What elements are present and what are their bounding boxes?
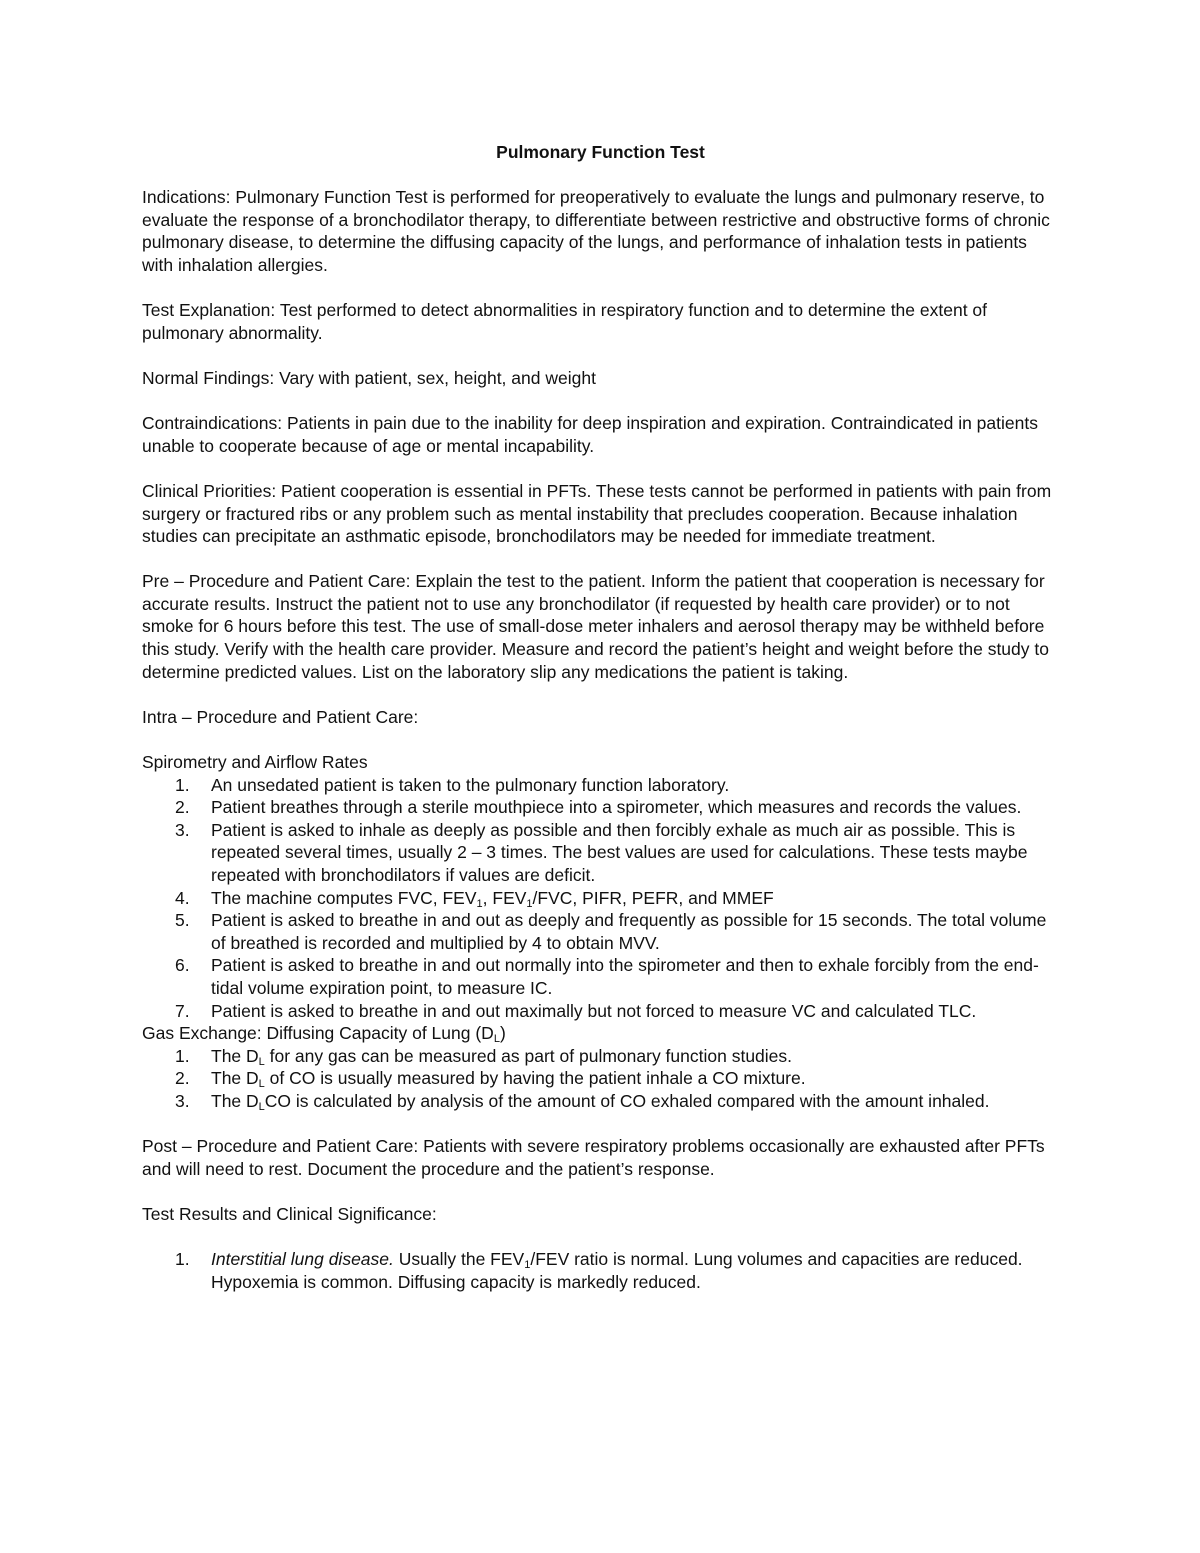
results-list	[142, 1248, 1057, 1293]
clinical-priorities-paragraph: Clinical Priorities: Patient cooperation is essential in PFTs. These tests cannot be performed in patients with pain from surgery or fractured ribs or any problem such as mental instability that precludes cooperation. Because inhalation studies can precipitate an asthmatic episode, bronchodilators may be needed for immediate treatment.	[142, 480, 1052, 547]
gas-exchange-heading: Gas Exchange: Diffusing Capacity of Lung $(D_L)$	[142, 1023, 506, 1046]
spirometry-heading: Spirometry and Airflow Rates	[142, 752, 368, 773]
list-item: 2. Patient breathes through a sterile mouthpiece into a spirometer, which measures and records the values.	[175, 797, 1022, 818]
post-procedure-paragraph: Post – Procedure and Patient Care: Patients with severe respiratory problems occasionally are exhausted after PFTs and will need to rest. Document the procedure and the patient’s response.	[142, 1136, 1045, 1179]
pre-procedure-paragraph: Pre – Procedure and Patient Care: Explain the test to the patient. Inform the patient that cooperation is necessary for accurate results. Instruct the patient not to use any bronchodilator (if requested by health care provider) or to not smoke for 6 hours before this test. The use of small-dose meter inhalers and aerosol therapy may be withheld before this study. Verify with the health care provider. Measure and record the patient’s height and weight before the study to determine predicted values. List on the laboratory slip any medications the patient is taking.	[142, 571, 1049, 682]
gas-exchange-list	[142, 1045, 1057, 1113]
list-item: 6. Patient is asked to breathe in and out normally into the spirometer and then to exhale forcibly from the end-tidal volume expiration point, to measure IC.	[175, 955, 1039, 998]
contraindications-paragraph: Contraindications: Patients in pain due to the inability for deep inspiration and expiration. Contraindicated in patients unable to cooperate because of age or mental incapability.	[142, 413, 1038, 456]
spirometry-list	[142, 774, 1057, 1023]
list-item: 1. Interstitial lung disease. Usually the $FEV_1$/FEV ratio is normal. Lung volumes and capacities are reduced. Hypoxemia is common. Diffusing capacity is markedly reduced.	[175, 1249, 1023, 1292]
list-item: 2. The $D_L$ of CO is usually measured by having the patient inhale a CO mixture.	[175, 1068, 806, 1091]
result-term: Interstitial lung disease.	[211, 1249, 394, 1270]
normal-findings-paragraph: Normal Findings: Vary with patient, sex, height, and weight	[142, 367, 596, 388]
document-page	[142, 141, 1057, 1293]
list-item: 1. The $D_L$ for any gas can be measured as part of pulmonary function studies.	[175, 1045, 793, 1068]
list-item: 5. Patient is asked to breathe in and out as deeply and frequently as possible for 15 seconds. The total volume of breathed is recorded and multiplied by 4 to obtain MVV.	[175, 910, 1047, 953]
list-item: 7. Patient is asked to breathe in and out maximally but not forced to measure VC and calculated TLC.	[175, 1000, 977, 1021]
list-item: 4. The machine computes FVC, $FEV_1$, $FEV_1$/FVC, PIFR, PEFR, and MMEF	[175, 887, 774, 910]
indications-paragraph: Indications: Pulmonary Function Test is performed for preoperatively to evaluate the lungs and pulmonary reserve, to evaluate the response of a bronchodilator therapy, to differentiate between restrictive and obstructive forms of chronic pulmonary disease, to determine the diffusing capacity of the lungs, and performance of inhalation tests in patients with inhalation allergies.	[142, 187, 1050, 275]
intra-procedure-heading: Intra – Procedure and Patient Care:	[142, 706, 419, 727]
list-item: 3. Patient is asked to inhale as deeply as possible and then forcibly exhale as much air as possible. This is repeated several times, usually 2 – 3 times. The best values are used for calculations. These tests maybe repeated with bronchodilators if values are deficit.	[175, 819, 1028, 885]
results-heading: Test Results and Clinical Significance:	[142, 1203, 437, 1224]
page-title: Pulmonary Function Test	[496, 142, 705, 162]
list-item: 3. The $D_LCO$ is calculated by analysis of the amount of CO exhaled compared with the amount inhaled.	[175, 1090, 990, 1113]
list-item: 1. An unsedated patient is taken to the pulmonary function laboratory.	[175, 774, 730, 795]
test-explanation-paragraph: Test Explanation: Test performed to detect abnormalities in respiratory function and to determine the extent of pulmonary abnormality.	[142, 300, 988, 343]
